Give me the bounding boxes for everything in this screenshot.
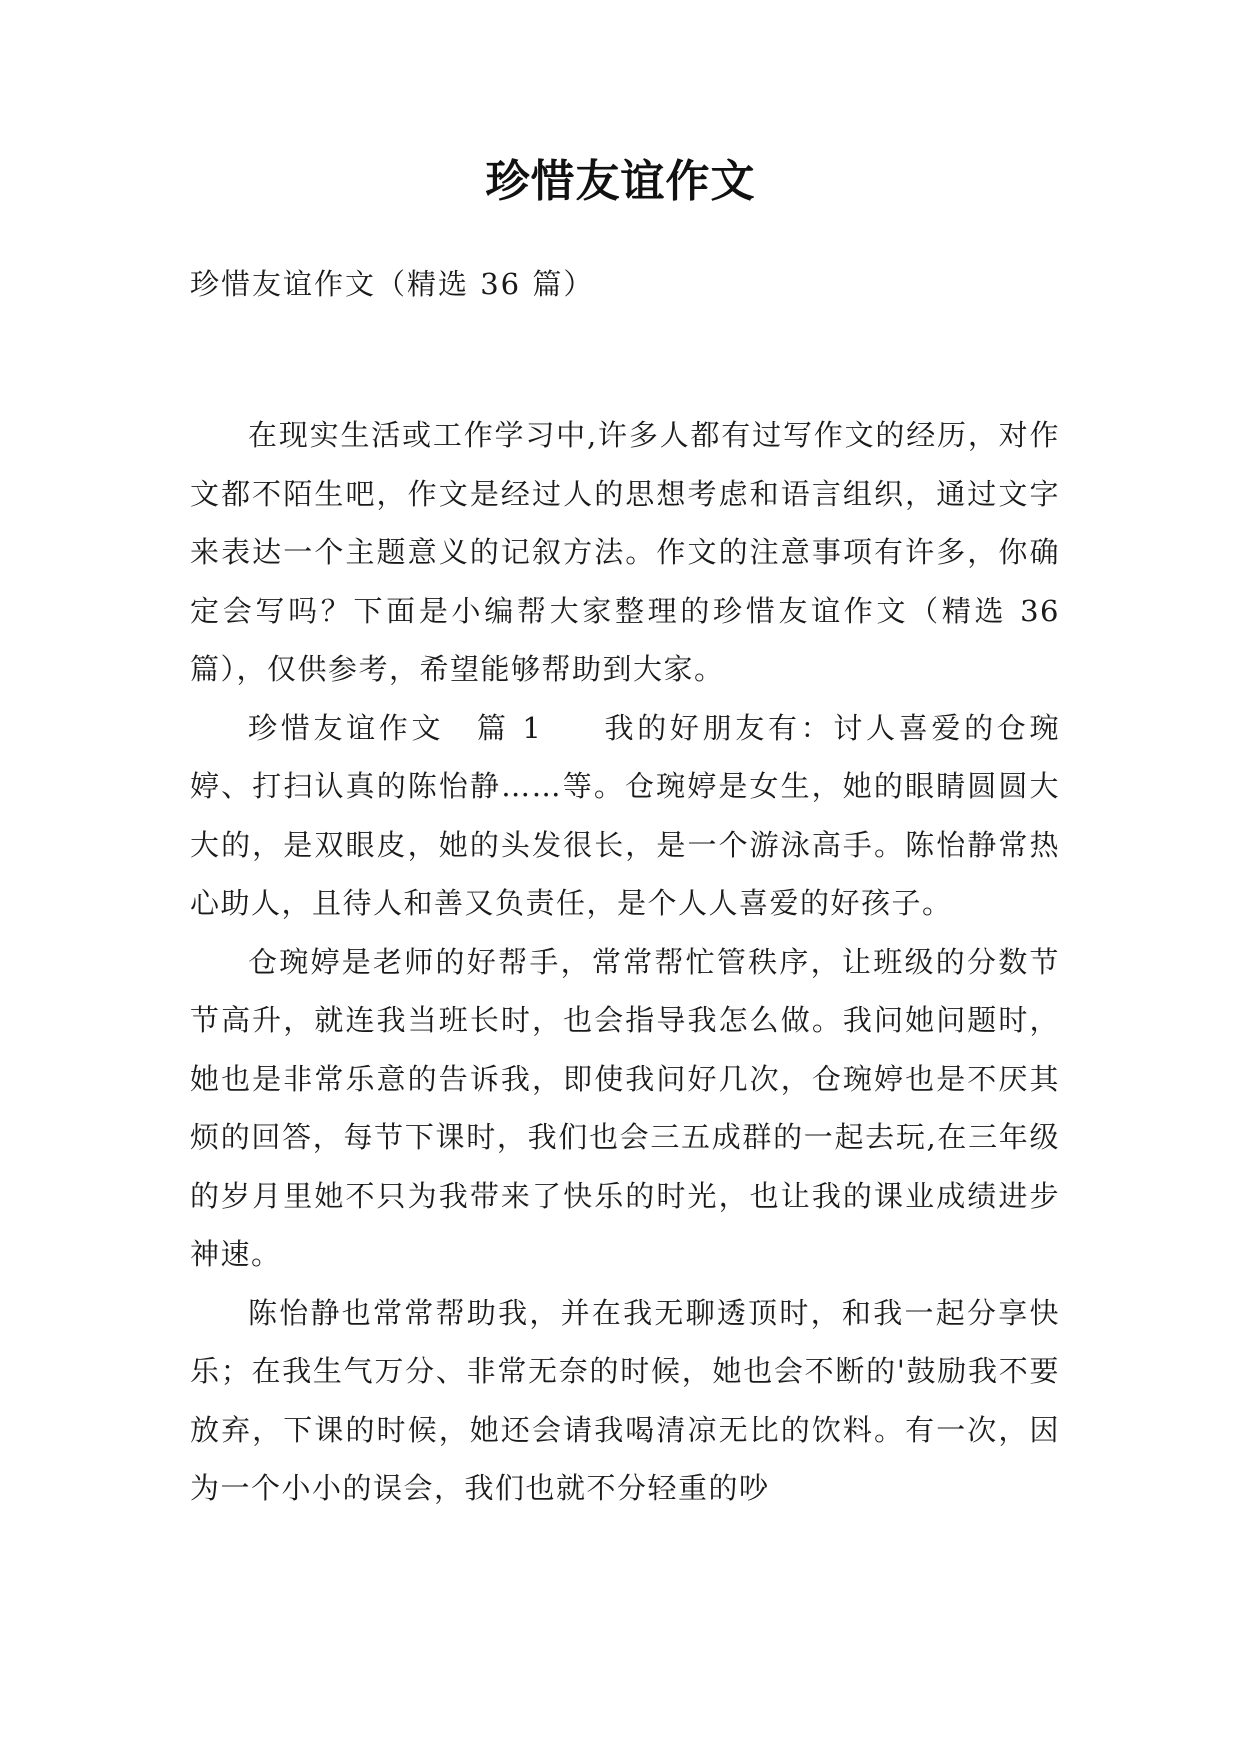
essay-1-paragraph-3: 陈怡静也常常帮助我，并在我无聊透顶时，和我一起分享快乐；在我生气万分、非常无奈的时候，她也会不断的'鼓励我不要放弃，下课的时候，她还会请我喝清凉无比的饮料。有一次，因为一个小小的误会，我们也就不分轻重的吵 xyxy=(190,1295,1060,1505)
document-body xyxy=(190,406,1060,1518)
document-subtitle: 珍惜友谊作文（精选 36 篇） xyxy=(190,267,595,301)
page-title: 珍惜友谊作文 xyxy=(485,156,756,207)
essay-1-label: 珍惜友谊作文 篇 1 xyxy=(248,710,543,745)
intro-paragraph: 在现实生活或工作学习中,许多人都有过写作文的经历，对作文都不陌生吧，作文是经过人的思想考虑和语言组织，通过文字来表达一个主题意义的记叙方法。作文的注意事项有许多，你确定会写吗？下面是小编帮大家整理的珍惜友谊作文（精选 36 篇），仅供参考，希望能够帮助到大家。 xyxy=(190,418,1060,686)
essay-1-first-paragraph xyxy=(190,699,1060,933)
essay-1-paragraph-1: 我的好朋友有：讨人喜爱的仓琬婷、打扫认真的陈怡静……等。仓琬婷是女生，她的眼睛圆圆大大的，是双眼皮，她的头发很长，是一个游泳高手。陈怡静常热心助人，且待人和善又负责任，是个人人喜爱的好孩子。 xyxy=(190,710,1060,920)
essay-1-paragraph-2: 仓琬婷是老师的好帮手，常常帮忙管秩序，让班级的分数节节高升，就连我当班长时，也会指导我怎么做。我问她问题时，她也是非常乐意的告诉我，即使我问好几次，仓琬婷也是不厌其烦的回答，每节下课时，我们也会三五成群的一起去玩,在三年级的岁月里她不只为我带来了快乐的时光，也让我的课业成绩进步神速。 xyxy=(190,944,1060,1271)
